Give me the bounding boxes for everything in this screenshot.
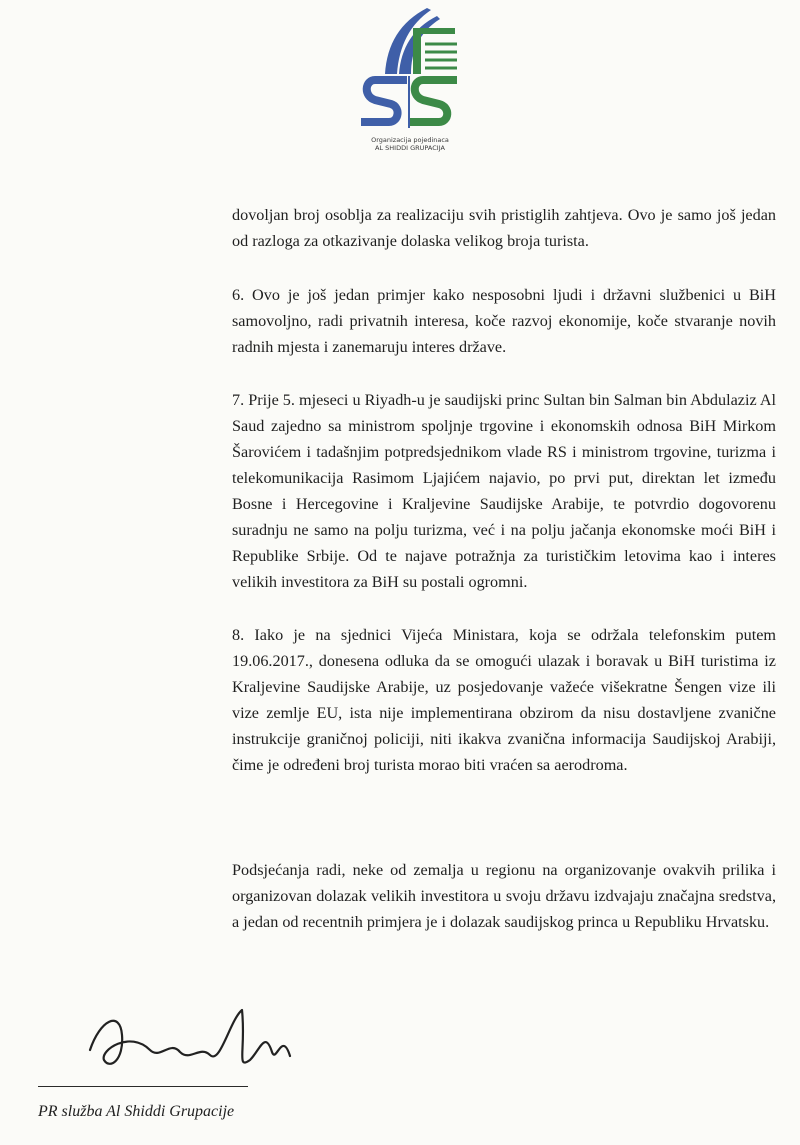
- paragraph-point-6: 6. Ovo je još jedan primjer kako nesposobni ljudi i državni službenici u BiH samovoljno, radi privatnih interesa, koče razvoj ekonomije, koče stvaranje novih radnih mjesta i zanemaruju interes države.: [232, 286, 776, 356]
- paragraph-continuation: dovoljan broj osoblja za realizaciju svih pristiglih zahtjeva. Ovo je samo još jedan od razloga za otkazivanje dolaska velikog broja turista.: [232, 206, 776, 250]
- signature-line: [38, 1086, 248, 1087]
- logo-caption-line2: AL SHIDDI GRUPACIJA: [375, 144, 445, 152]
- paragraph-point-8: 8. Iako je na sjednici Vijeća Ministara, koja se održala telefonskim putem 19.06.2017., donesena odluka da se omogući ulazak i boravak u BiH turistima iz Kraljevine Saudijske Arabije, uz posjedovanje važeće višekratne Šengen vize ili vize zemlje EU, ista nije implementirana obzirom da nisu dostavljene zvanične instrukcije graničnoj policiji, niti ikakva zvanična informacija Saudijskoj Arabiji, čime je određeni broj turista morao biti vraćen sa aerodroma.: [232, 626, 776, 774]
- handwritten-signature: [60, 990, 360, 1090]
- logo-caption-line1: Organizacija pojedinaca: [371, 136, 449, 144]
- signer-name: PR služba Al Shiddi Grupacije: [38, 1103, 235, 1120]
- paragraph-point-7: 7. Prije 5. mjeseci u Riyadh-u je saudijski princ Sultan bin Salman bin Abdulaziz Al Saud zajedno sa ministrom spoljnje trgovine i ekonomskih odnosa BiH Mirkom Šarovićem i tadašnjim potpredsjednikom vlade RS i ministrom trgovine, turizma i telekomunikacija Rasimom Ljajićem najavio, po prvi put, direktan let između Bosne i Hercegovine i Kraljevine Saudijske Arabije, te potvrdio dogovorenu suradnju ne samo na polju turizma, već i na polju jačanja ekonomske moći BiH i Republike Srbije. Od te najave potražnja za turističkim letovima kao i interes velikih investitora za BiH su postali ogromni.: [232, 391, 777, 591]
- company-logo: [355, 4, 465, 156]
- logo-caption: [350, 136, 470, 152]
- paragraph-closing: Podsjećanja radi, neke od zemalja u regionu na organizovanje ovakvih prilika i organizovan dolazak velikih investitora u svoju državu izdvajaju značajna sredstva, a jedan od recentnih primjera je i dolazak saudijskog princa u Republiku Hrvatsku.: [232, 861, 776, 931]
